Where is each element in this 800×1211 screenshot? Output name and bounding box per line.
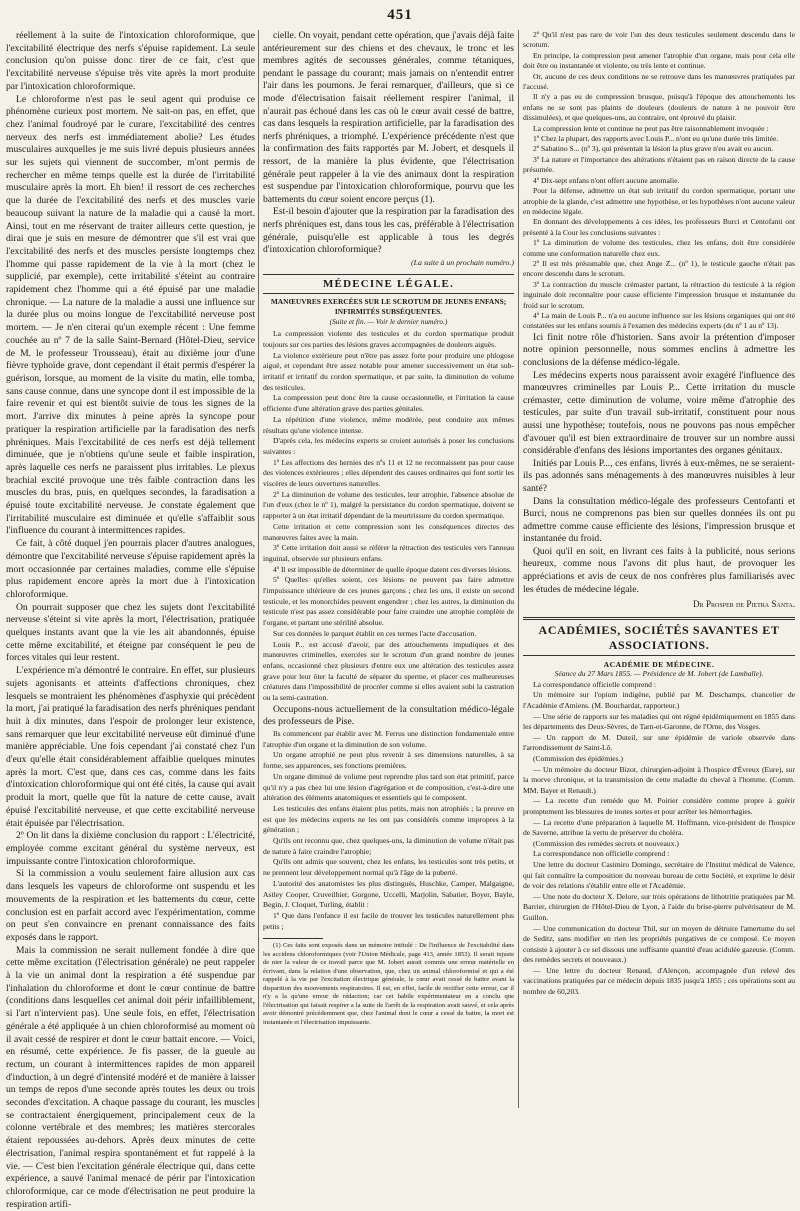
- middle-small-paragraph: 3º Cette irritation doit aussi se référer la rétraction des testicules vers l'anneau inguinal, observée sur plusieurs enfans.: [263, 543, 514, 563]
- middle-small-paragraph: 1º Les affections des hernies des nºs 11 et 12 ne reconnaissent pas pour cause des violences extérieures ; elles dépendent des causes ordinaires qui font sortir les viscères de leurs ouvertures naturelles.: [263, 457, 514, 489]
- right-paragraph: Quoi qu'il en soit, en livrant ces faits à la publicité, nous serions heureux, comme nous l'avons dit plus haut, de provoquer les appréciations et avis de ceux de nos confrères plus familiarisés avec les études de médecine légale.: [523, 545, 795, 595]
- continued-note-block: [263, 258, 514, 269]
- middle-small-paragraph: 5º Quelles qu'elles soient, ces lésions ne peuvent pas faire admettre l'impuissance ultérieure de ces jeunes garçons ; chez les uns, il existe un second testicule, et les monorchides peuvent engendrer ; chez les autres, la diminution du testicule n'est pas assez considérable pour faire craindre une atrophie complète de l'organe, et partant une stérilité absolue.: [263, 575, 514, 628]
- middle-small-paragraph: L'autorité des anatomistes les plus distingués, Huschke, Camper, Malgaigne, Astley Cooper, Cruveilhier, Gorgone, Uccelli, Marjolin, Sabatier, Boyer, Bayle, Begin, J. Cloquet, Turling, établit :: [263, 878, 514, 910]
- academies-title: ACADÉMIES, SOCIÉTÉS SAVANTES ET ASSOCIATIONS.: [523, 617, 795, 656]
- middle-small-paragraph: Qu'ils ont reconnu que, chez quelques-uns, la diminution de volume n'était pas de nature à faire craindre l'atrophie;: [263, 836, 514, 856]
- academy-paragraph: — Un mémoire du docteur Bizot, chirurgien-adjoint à l'hospice d'Évreux (Eure), sur la morve chronique, et la transmission de cette maladie du cheval à l'homme. (Comm. MM. Bayer et Renault.): [523, 764, 795, 795]
- middle-body-small: [263, 329, 514, 704]
- footnote-text: (1) Ces faits sont exposés dans un mémoire intitulé : De l'influence de l'excitabilité dans les accidens chloroformiques (voir l'Union Médicale, page 413, année 1853). Il serait injuste de nier la valeur de ce travail parce que M. Jobert aurait commis une erreur matérielle en écrivant, dans la relation d'une observation, que, chez un animal chloroformisé et qui a été rappelé à la vie par l'excitation électrique générale, le cœur avait cessé de battre avant la disparition des mouvements respiratoires. Il est, en effet, facile de rectifier cette erreur, car il n'y a la qu'une erreur de rédaction; car cet habile expérimentateur en a conclu que l'électrisation qui faisait respirer a la suite de l'arrêt de la respiration avait sauvé, et cela après avoir démontré précédemment que, chez l'animal dont le cœur a cessé de battre, la mort est instantanée et l'électrisation impuissante.: [263, 942, 514, 1026]
- middle-small-paragraph: La compression peut donc être la cause occasionnelle, et l'irritation la cause efficiente d'une altération grave des parties génitales.: [263, 393, 514, 414]
- left-paragraph: Le chloroforme n'est pas le seul agent qui produise ce phénomène curieux post mortem. Ne sait-on pas, en effet, que chez l'animal foudroyé par le curare, l'excitabilité des centres nerveux des nerfs est immédiatement abolie? Les études musculaires auxquelles je me suis livré depuis plusieurs années sur les sujets qui viennent de succomber, m'ont permis de rechercher en même temps quelle est la durée de l'irritabilité musculaire après la mort. Eh bien! il ressort de ces recherches que la durée de l'excitabilité des nerfs et des muscles varie beaucoup suivant la nature de la maladie qui a causé la mort. Ainsi, tout en me réservant de traiter ailleurs cette question, je dirai que je suis en mesure de démontrer que s'il est vrai que l'excitabilité des nerfs et des muscles persiste longtemps chez l'homme qui passe rapidement de la vie à la mort (chez le supplicié, par exemple), cette irritabilité s'éteint au contraire rapidement chez l'homme qui a été épuisé par une maladie chronique. — La nature de la maladie a aussi une influence sur la durée plus ou moins longue de l'excitabilité nerveuse post mortem. — Je n'en citerai qu'un exemple récent : Une femme couchée au nº 7 de la salle Saint-Bernard (Hôtel-Dieu, service de M. le professeur Trousseau), était au dixième jour d'une fièvre typhoïde grave, dont cependant il était permis d'espérer la guérison, lorsque, au moment de la visite du matin, elle tomba, sans cause connue, dans une syncope dont il est impossible de la faire revenir et qui est bientôt suivie de tous les signes de la mort. J'arrive dix minutes à peine après la syncope pour pratiquer la respiration artificielle par la faradisation des nerfs phréniques. Mais l'excitabilité de ces nerfs est déjà tellement diminuée, que je n'obtiens qu'une seule et faible inspiration, après laquelle ces nerfs ne paraissent plus irritables. Le plexus brachial excité provoque une très faible contraction dans les muscles du bras, puis, en quelques secondes, la faradisation a épuisé toute excitabilité nerveuse. Je constate également que l'irritabilité musculaire est diminuée et qu'elle s'affaiblit sous l'influence du courant à intermittences rapides.: [6, 93, 255, 537]
- middle-small-paragraph: La violence extérieure peut n'être pas assez forte pour produire une phlogose aiguë, et cependant être assez notable pour amener successivement un état sub-irritatif et irritatif du cordon spermatique, et par suite, la diminution de volume des testicules.: [263, 350, 514, 392]
- academy-paragraph: Une lettre du docteur Casimiro Domingo, secrétaire de l'Institut médical de Valence, qui fait connaître la composition du nouveau bureau de cette Société, et exprime le désir de voir des relations s'établir entre elle et l'Académie.: [523, 859, 795, 891]
- article-note: (Suite et fin. — Voir le dernier numéro.): [329, 317, 448, 327]
- middle-body-small-2: [263, 729, 514, 932]
- right-small-paragraph: 2º Qu'il n'est pas rare de voir l'un des deux testicules seulement descendu dans le scrotum.: [523, 30, 795, 50]
- middle-small-paragraph: Un organe atrophié ne peut plus revenir à ses dimensions naturelles, à sa forme, ses apparences, ses fonctions premières.: [263, 750, 514, 771]
- academy-paragraph: — La recette d'une préparation à laquelle M. Hoffmann, vice-président de l'hospice de Saverne, attribue la vertu de préserver du choléra.: [523, 817, 795, 838]
- academy-paragraph: Un mémoire sur l'opium indigène, publié par M. Deschamps, chancelier de l'Académie d'Amiens. (M. Bouchardat, rapporteur.): [523, 690, 795, 711]
- right-small-paragraph: 2º Sabatino S... (nº 3), qui présentait la lésion la plus grave n'eu avait eu aucun.: [533, 144, 774, 154]
- continued-note: (La suite à un prochain numéro.): [411, 257, 514, 267]
- author-signature: Dr Prosper de Pietra Santa.: [693, 599, 795, 610]
- middle-paragraph: Est-il besoin d'ajouter que la respiration par la faradisation des nerfs phréniques est, dans tous les cas, préférable à l'électrisation générale, puisqu'elle est applicable à tous les degrés d'intoxication chloroformique?: [263, 206, 514, 256]
- right-small-paragraph: 4º Dix-sept enfans n'ont offert aucune anomalie.: [533, 175, 680, 185]
- middle-small-paragraph: Qu'ils ont admis que souvent, chez les enfans, les testicules sont très petits, et ne prennent leur développement normal qu'à l'âge de la puberté.: [263, 857, 514, 878]
- academy-paragraph: — La recette d'un remède que M. Poirier considère comme propre à guérir promptement les blessures de toutes sortes et pour arrêter les hémorrhagies.: [523, 796, 795, 816]
- academy-paragraph: — Une série de rapports sur les maladies qui ont régné épidémiquement en 1855 dans les départements des Deux-Sèvres, de Tarn-et-Garonne, de l'Orne, des Vosges.: [523, 711, 795, 732]
- right-column: [523, 30, 795, 1108]
- middle-small-paragraph: 1º Que dans l'enfance il est facile de trouver les testicules naturellement plus petits ;: [263, 910, 514, 931]
- middle-small-paragraph: Louis P... est accusé d'avoir, par des attouchements impudiques et des manœuvres criminelles, exercées sur le scrotum d'un grand nombre de jeunes enfans, occasionné chez plusieurs d'entre eux une altération des testicules assez grave pour leur ôter la faculté de séparer du sperme, et placer ces malheureuses créatures dans l'impossibilité de procréer comme si elles avaient subi la castration ou la semi-castration.: [263, 639, 514, 703]
- academy-paragraph: — Une note du docteur X. Delore, sur trois opérations de lithotritie pratiquées par M. Barrier, chirurgien de l'Hôtel-Dieu de Lyon, à l'aide du brise-pierre pulvérisateur de M. Guillon.: [523, 891, 795, 922]
- page-number: 451: [387, 7, 413, 23]
- middle-small-paragraph: Ils commencent par établir avec M. Ferrus une distinction fondamentale entre l'atrophie d'un organe et la diminution de son volume.: [263, 729, 514, 749]
- right-small-paragraph: 4º La main de Louis P... n'a eu aucune influence sur les lésions organiques qui ont été constatées sur les enfans soumis à l'examen des médecins experts (du nº 1 au nº 13).: [523, 310, 795, 331]
- left-column: [6, 30, 255, 1210]
- left-paragraph: Ce fait, à côté duquel j'en pourrais placer d'autres analogues, démontre que l'excitabilité nerveuse s'épuise rapidement après la mort occasionnée par certaines maladies, comme elle s'épuise plus rapidement encore après la mort due à l'intoxication chloroformique.: [6, 538, 255, 600]
- article-title: MANŒUVRES EXERCÉES SUR LE SCROTUM DE JEUNES ENFANS; INFIRMITÉS SUBSÉQUENTES.: [270, 297, 507, 316]
- right-small-paragraph: En donnant des développements à ces idées, les professeurs Burci et Centofanti ont présenté à la Cour les conclusions suivantes :: [523, 217, 795, 237]
- middle-column: [263, 30, 514, 1108]
- right-small-paragraph: En principe, la compression peut amener l'atrophie d'un organe, mais pour cela elle doit être ou instantanée et violente, ou très lente et continue.: [523, 50, 795, 71]
- session-line: Séance du 27 Mars 1855. — Présidence de M. Jobert (de Lamballe).: [554, 668, 764, 678]
- column-divider: [518, 30, 519, 1108]
- right-small-paragraph: 3º La contraction du muscle crémaster partant, la rétraction du testicule à la région inguinale doit reconnaître pour cause efficiente l'impression brusque et instantanée du froid sur le scrotum.: [523, 279, 795, 310]
- right-paragraph: Les médecins experts nous paraissent avoir exagéré l'influence des manœuvres criminelles par Louis P... Cette irritation du muscle crémaster, cette diminution de volume, voire même d'atrophie des testicules, par suite d'un travail sub-irritatif, constituent pour nous aussi une hypothèse; toutefois, nous ne pouvons pas nous empêcher d'avouer qu'il est bien extraordinaire de trouver sur un nombre aussi considérable d'enfans des lésions importantes des organes génitaux.: [523, 369, 795, 457]
- right-small-paragraph: 2º Il est très présumable que, chez Ange Z... (nº 1), le testicule gauche n'était pas encore descendu dans le scrotum.: [523, 258, 795, 279]
- footnote-divider: [263, 938, 323, 939]
- right-paragraph: Ici finit notre rôle d'historien. Sans avoir la prétention d'imposer notre opinion personnelle, nous sommes enclins à admettre les conclusions de la défense médico-légale.: [523, 331, 795, 368]
- section-title: MÉDECINE LÉGALE.: [263, 274, 514, 294]
- left-paragraph: Si la commission a voulu seulement faire allusion aux cas dans lesquels les vapeurs de chloroforme ont suspendu et les mouvements de la respiration et les battements du cœur, cette conclusion est en parfait accord avec l'expérimentation, comme on peut s'en convaincre en prenant connaissance des faits exposés dans le rapport.: [6, 868, 255, 943]
- academy-paragraph: — Une lettre du docteur Renaud, d'Alençon, accompagnée d'un relevé des vaccinations pratiquées par ce médecin depuis 1835 jusqu'à 1855 ; ces opérations sont au nombre de 60,203.: [523, 965, 795, 997]
- academy-name: ACADÉMIE DE MÉDECINE.: [603, 659, 715, 669]
- academy-body: [523, 680, 795, 998]
- right-body-large: [523, 332, 795, 611]
- middle-small-paragraph: Sur ces données le parquet établit en ces termes l'acte d'accusation.: [273, 628, 477, 638]
- right-small-paragraph: 3º La nature et l'importance des altérations n'étaient pas en raison directe de la cause présumée.: [523, 154, 795, 175]
- left-paragraph: réellement à la suite de l'intoxication chloroformique, que l'excitabilité électrique des nerfs s'épuise rapidement. La seule conclusion qu'on puisse donc tirer de ce fait, c'est que l'excitabilité nerveuse s'épuise très vite après la mort produite par l'intoxication chloroformique.: [6, 30, 255, 92]
- middle-small-paragraph: Les testicules des enfans étaient plus petits, mais non atrophiés ; la preuve en est que les médecins experts ne les ont pas considérés comme impropres à la génération ;: [263, 803, 514, 835]
- left-paragraph: Mais la commission ne serait nullement fondée à dire que cette même excitation (l'électrisation générale) ne peut rappeler à la vie un animal dont la respiration a été suspendue par l'inhalation du chloroforme et dont le cœur continue de battre (conditions dans lesquelles cet animal doit périr infailliblement, si l'art n'intervient pas). Une seule fois, en effet, l'électrisation générale a été appliquée à un chien chloroformisé au moment où il avait cessé de respirer et dont le cœur battait encore. — Voici, en résumé, cette expérience. Je fis passer, de la gueule au rectum, un courant à intermittences rapides de mon appareil d'induction, à un degré d'intensité modéré et de manière à laisser un temps de repos d'une seconde après toutes les deux ou trois secondes d'excitation. A chaque passage du courant, les muscles se contractaient énergiquement, principalement ceux de la colonne vertébrale et des membres; les matières stercorales étaient repoussées au-dehors. Après deux minutes de cette électrisation, l'animal respira spontanément et fut rappelé à la vie. — C'est bien l'excitation générale électrique qui, dans cette expérience, a sauvé l'animal menacé de périr par l'intoxication chloroformique, car ce mode d'électrisation ne peut produire la respiration artifi-: [6, 944, 255, 1210]
- left-paragraph: L'expérience m'a démontré le contraire. En effet, sur plusieurs sujets agonisants et atteints d'affections chroniques, chez lesquels se montraient les phénomènes d'asphyxie qui précèdent la mort, j'ai pratiqué la faradisation des nerfs phréniques pendant huit à dix minutes, dans l'espoir de prolonger leur existence, sans remarquer que leur excitabilité nerveuse eût diminué d'une manière appréciable. Une fois cependant j'ai constaté chez l'un d'eux qu'elle était considérablement affaiblie quelques minutes après la mort. C'est que, dans ces cas, comme dans les faits d'intoxication chloroformique qui ont été cités, la cause qui avait produit la mort, quelle que fût la nature de cette cause, avait épuisé l'excitabilité nerveuse, et que cette excitabilité nerveuse était épuisée par l'électrisation.: [6, 665, 255, 829]
- right-small-paragraph: 1º La diminution de volume des testicules, chez les enfans, doit être considérée comme une conformation naturelle chez eux.: [523, 238, 795, 258]
- middle-body-top: [263, 30, 514, 257]
- middle-paragraph: cielle. On voyait, pendant cette opération, que j'avais déjà faite antérieurement sur des chiens et des chevaux, le tronc et les membres agités de secousses générales, comme tétaniques, pendant le passage du courant; mais jamais on n'entendit entrer l'air dans les poumons. Je ferai remarquer, d'ailleurs, que si ce mode d'électrisation faisait réellement respirer l'animal, il n'aurait pas échoué dans les cas où le cœur avait cessé de battre, cas dans lesquels la respiration artificielle, par la faradisation des nerfs phréniques, a triomphé. L'expérience précédente n'est que la confirmation des faits rapportés par M. Jobert, et desquels il ressort, de la manière la plus évidente, que l'électrisation générale peut rappeler à la vie des animaux dont la respiration est suspendue par l'intoxication chloroformique, pourvu que les battements du cœur soient encore perçus (1).: [263, 30, 514, 205]
- academy-paragraph: La correspondance officielle comprend :: [533, 679, 656, 689]
- middle-small-paragraph: 4º Il est impossible de déterminer de quelle époque datent ces diverses lésions.: [273, 564, 512, 574]
- middle-small-paragraph: La compression violente des testicules et du cordon spermatique produit toujours sur ces parties des lésions graves accompagnées de douleurs aiguës.: [263, 329, 514, 349]
- middle-small-paragraph: Cette irritation et cette compression sont les conséquences directes des manœuvres faites avec la main.: [263, 521, 514, 542]
- academy-paragraph: (Commission des remèdes secrets et nouveaux.): [533, 838, 679, 848]
- column-divider: [258, 30, 259, 1108]
- right-small-paragraph: Pour la défense, admettre un état sub irritatif du cordon spermatique, portant une atrophie de la glande, c'est admettre une hypothèse, et les hypothèses n'ont aucune valeur en médecine légale.: [523, 186, 795, 216]
- right-small-paragraph: La compression lente et continue ne peut pas être raisonnablement invoquée :: [533, 123, 769, 133]
- right-paragraph: Initiés par Louis P..., ces enfans, livrés à eux-mêmes, ne se seraient-ils pas adonnés sans ménagements à des manœuvres nuisibles à leur santé?: [523, 457, 795, 494]
- left-paragraph: On pourrait supposer que chez les sujets dont l'excitabilité nerveuse s'éteint si vite après la mort, l'électrisation, pratiquée quelques instants avant que la vie les ait abandonnés, épuise cette même excitabilité, et éteigne par conséquent le peu de forces vitales qui leur restent.: [6, 601, 255, 664]
- academy-paragraph: — Un rapport de M. Duteil, sur une épidémie de variole observée dans l'arrondissement de Saint-Lô.: [523, 732, 795, 753]
- middle-paragraph: Occupons-nous actuellement de la consultation médico-légale des professeurs de Pise.: [263, 703, 514, 728]
- academy-paragraph: La correspondance non officielle comprend :: [533, 849, 670, 859]
- middle-small-paragraph: D'après cela, les médecins experts se croient autorisés à poser les conclusions suivantes :: [263, 436, 514, 456]
- middle-small-paragraph: La répétition d'une violence, même modérée, peut conduire aux mêmes résultats qu'une violence intense.: [263, 414, 514, 435]
- footnote: [263, 942, 514, 1027]
- right-small-paragraph: 1º Chez la plupart, des rapports avec Louis P... n'ont eu qu'une durée très limitée.: [533, 134, 779, 144]
- right-small-paragraph: Il n'y a pas eu de compression brusque, puisqu'à l'époque des attouchements les enfans ne se sont pas plaints de douleurs (douleurs de nature à ne pouvoir être dissimulées), et que quelques-uns, au contraire, ont éprouvé du plaisir.: [523, 92, 795, 123]
- right-body-small: [523, 30, 795, 332]
- academy-paragraph: (Commission des épidémies.): [533, 754, 624, 763]
- right-small-paragraph: Or, aucune de ces deux conditions ne se retrouve dans les manœuvres pratiquées par l'accusé.: [523, 71, 795, 92]
- right-paragraph: Dans la consultation médico-légale des professeurs Centofanti et Burci, nous ne comprenons pas bien sur quelles données ils ont pu admettre comme cause efficiente des lésions, l'impression brusque et instantanée du froid.: [523, 495, 795, 545]
- academy-paragraph: — Une communication du docteur Thil, sur un moyen de détruire l'amertume du sel de Seditz, sans modifier en rien les propriétés purgatives de ce composé. Ce moyen consiste à ajouter à ce sel dissous une suffisante quantité d'eau acidulée gazeuse. (Comm. des remèdes secrets et nouveaux.): [523, 923, 795, 965]
- middle-small-paragraph: Un organe diminué de volume peut reprendre plus tard son état primitif, parce qu'il n'y a pas chez lui une lésion d'agrégation et de composition, c'est-à-dire une altération des éléments anatomiques et essentiels qui le composent.: [263, 771, 514, 803]
- left-paragraph: 2º On lit dans la dixième conclusion du rapport : L'électricité, employée comme excitant général du système nerveux, est impuissante contre l'intoxication chloroformique.: [6, 830, 255, 867]
- middle-body-mid: [263, 704, 514, 729]
- middle-small-paragraph: 2º La diminution de volume des testicules, leur atrophie, l'absence absolue de l'un d'eux (chez le nº 1), malgré la persistance du cordon spermatique, doivent se rapporter à un état irritatif dépendant de la meurtrissure du cordon spermatique.: [263, 489, 514, 521]
